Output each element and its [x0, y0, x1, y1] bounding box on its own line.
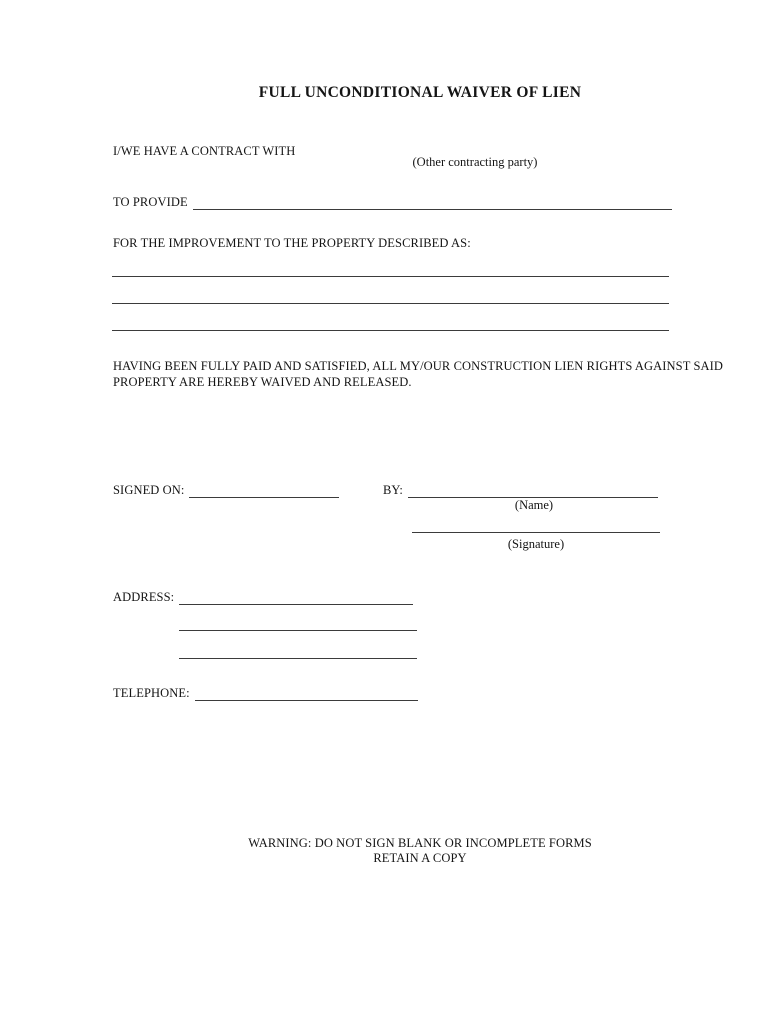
page-title: FULL UNCONDITIONAL WAIVER OF LIEN: [258, 84, 582, 101]
warning-line-1: WARNING: DO NOT SIGN BLANK OR INCOMPLETE FORMS: [248, 836, 592, 850]
contract-with-label: I/WE HAVE A CONTRACT WITH: [113, 144, 296, 158]
waiver-statement: HAVING BEEN FULLY PAID AND SATISFIED, ALL MY/OUR CONSTRUCTION LIEN RIGHTS AGAINST SAID PROPERTY ARE HEREBY WAIVED AND RELEASED.: [113, 359, 724, 389]
address-field-3[interactable]: [179, 658, 417, 659]
property-description-field-2[interactable]: [112, 303, 669, 304]
improvement-label: FOR THE IMPROVEMENT TO THE PROPERTY DESCRIBED AS:: [113, 236, 471, 250]
warning-text: [70, 836, 770, 865]
by-row: [383, 482, 658, 498]
telephone-label: TELEPHONE:: [113, 686, 190, 700]
address-field-2[interactable]: [179, 630, 417, 631]
signed-on-label: SIGNED ON:: [113, 483, 185, 497]
signature-caption: (Signature): [507, 537, 565, 551]
telephone-field[interactable]: [195, 684, 418, 701]
name-caption: (Name): [514, 498, 554, 512]
property-description-field-3[interactable]: [112, 330, 669, 331]
signed-on-row: [113, 482, 339, 498]
address-row: [113, 589, 413, 605]
signed-on-date-field[interactable]: [189, 481, 339, 498]
signature-field[interactable]: [412, 532, 660, 533]
to-provide-label: TO PROVIDE: [113, 195, 188, 209]
address-field-1[interactable]: [179, 588, 413, 605]
other-contracting-party-caption: (Other contracting party): [412, 155, 538, 169]
by-name-field[interactable]: [408, 481, 658, 498]
to-provide-row: [113, 194, 672, 210]
property-description-field-1[interactable]: [112, 276, 669, 277]
address-label: ADDRESS:: [113, 590, 175, 604]
to-provide-field[interactable]: [193, 193, 672, 210]
by-label: BY:: [383, 483, 403, 497]
warning-line-2: RETAIN A COPY: [373, 850, 467, 865]
telephone-row: [113, 685, 418, 701]
